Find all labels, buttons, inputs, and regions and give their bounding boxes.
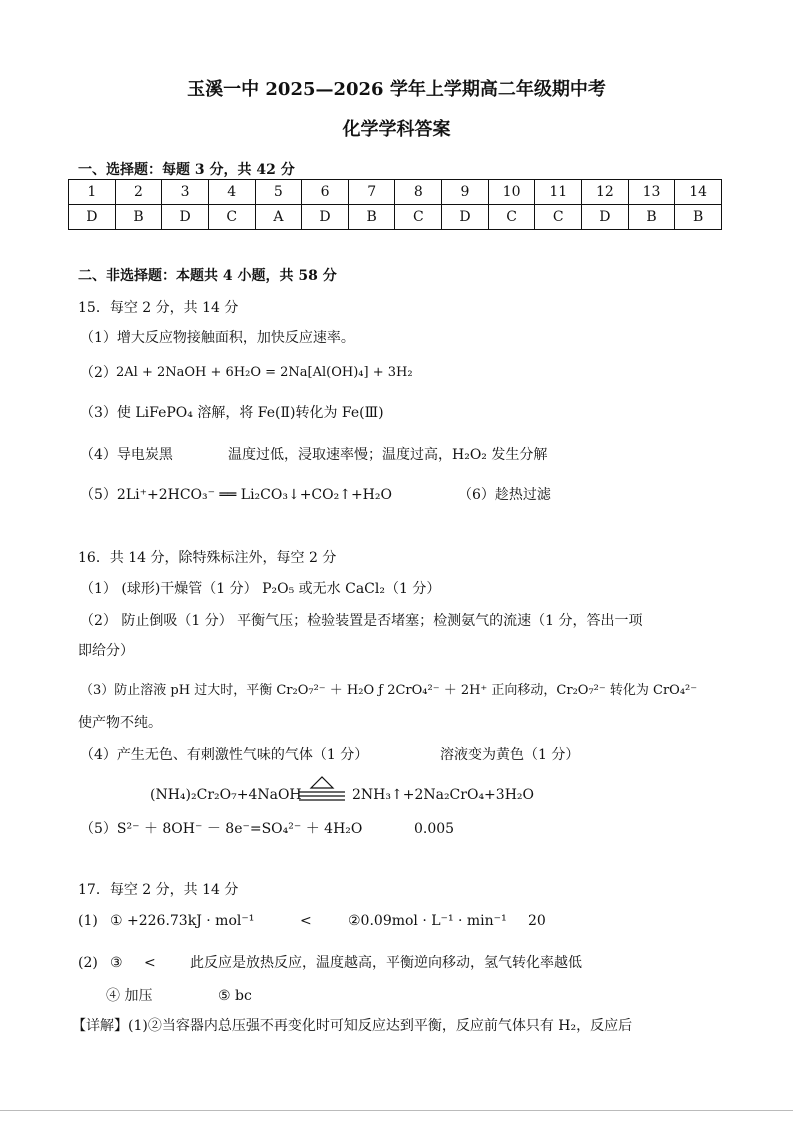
answer-cell: A xyxy=(255,205,302,230)
question-number-cell: 5 xyxy=(255,180,302,205)
answer-cell: D xyxy=(162,205,209,230)
question-number-cell: 14 xyxy=(675,180,722,205)
q15-answer-4-part2: 温度过低，浸取速率慢；温度过高，H₂O₂ 发生分解 xyxy=(228,447,548,463)
answer-cell: C xyxy=(488,205,535,230)
document-subtitle: 化学学科答案 xyxy=(342,119,451,140)
question-number-cell: 6 xyxy=(302,180,349,205)
heat-equals-sign-icon xyxy=(297,776,347,802)
document-title: 玉溪一中 2025—2026 学年上学期高二年级期中考 xyxy=(187,79,606,100)
q17-part2-label: (2) xyxy=(78,955,98,971)
question-number-cell: 4 xyxy=(208,180,255,205)
answer-cell: D xyxy=(69,205,116,230)
page-bottom-divider xyxy=(0,1110,793,1111)
q17-answer-3: ③ xyxy=(110,955,123,971)
question-number-cell: 1 xyxy=(69,180,116,205)
q17-answer-4: ④ 加压 xyxy=(106,988,153,1004)
question-number-cell: 10 xyxy=(488,180,535,205)
question-number-cell: 9 xyxy=(442,180,489,205)
question-number-cell: 13 xyxy=(628,180,675,205)
q17-answer-1: ① +226.73kJ · mol⁻¹ xyxy=(110,913,255,929)
q16-answer-1: （1） (球形)干燥管（1 分） P₂O₅ 或无水 CaCl₂（1 分） xyxy=(80,581,441,597)
q16-answer-3-line1: （3）防止溶液 pH 过大时，平衡 Cr₂O₇²⁻ ＋ H₂O ƒ 2CrO₄²⁻ ＋ 2H⁺ 正向移动，Cr₂O₇²⁻ 转化为 CrO₄²⁻ xyxy=(80,683,698,698)
question-number-row xyxy=(69,180,722,205)
q16-answer-5-equation: （5）S²⁻ ＋ 8OH⁻ － 8e⁻=SO₄²⁻ ＋ 4H₂O xyxy=(80,821,363,837)
q16-answer-4-equation-left: (NH₄)₂Cr₂O₇+4NaOH xyxy=(150,787,302,803)
question-number-cell: 7 xyxy=(348,180,395,205)
q17-answer-1-compare: < xyxy=(300,913,312,929)
q16-answer-2-line2: 即给分） xyxy=(78,643,134,659)
question-number-cell: 8 xyxy=(395,180,442,205)
q15-answer-2-label: （2） xyxy=(80,365,117,381)
section-2-heading: 二、非选择题：本题共 4 小题，共 58 分 xyxy=(78,268,337,284)
q17-part1-label: (1) xyxy=(78,913,98,929)
q17-answer-3-compare: < xyxy=(144,955,156,971)
q16-heading: 16．共 14 分，除特殊标注外，每空 2 分 xyxy=(78,550,337,566)
answer-row xyxy=(69,205,722,230)
answer-cell: C xyxy=(395,205,442,230)
answer-cell: B xyxy=(348,205,395,230)
q15-answer-2-equation: 2Al + 2NaOH + 6H₂O = 2Na[Al(OH)₄] + 3H₂ xyxy=(116,365,413,380)
question-number-cell: 12 xyxy=(582,180,629,205)
q15-answer-4-part1: （4）导电炭黑 xyxy=(80,447,173,463)
question-number-cell: 11 xyxy=(535,180,582,205)
q16-answer-4-part1: （4）产生无色、有刺激性气味的气体（1 分） xyxy=(80,747,369,763)
q16-answer-4-equation-right: 2NH₃↑+2Na₂CrO₄+3H₂O xyxy=(352,787,534,803)
q16-answer-3-line2: 使产物不纯。 xyxy=(78,715,162,731)
answer-cell: D xyxy=(582,205,629,230)
answer-cell: C xyxy=(535,205,582,230)
q16-answer-2-line1: （2） 防止倒吸（1 分） 平衡气压；检验装置是否堵塞；检测氨气的流速（1 分，答出一项 xyxy=(80,613,643,629)
answer-cell: B xyxy=(675,205,722,230)
q15-heading: 15．每空 2 分，共 14 分 xyxy=(78,300,239,316)
answer-cell: D xyxy=(442,205,489,230)
q16-answer-5-value: 0.005 xyxy=(414,821,455,837)
section-1-heading: 一、选择题：每题 3 分，共 42 分 xyxy=(78,162,295,178)
q15-answer-3: （3）使 LiFePO₄ 溶解，将 Fe(Ⅱ)转化为 Fe(Ⅲ) xyxy=(80,405,384,421)
q15-answer-5: （5）2Li⁺+2HCO₃⁻ ══ Li₂CO₃↓+CO₂↑+H₂O xyxy=(80,487,392,503)
q17-answer-2: ②0.09mol · L⁻¹ · min⁻¹ xyxy=(348,913,507,929)
q16-answer-4-part2: 溶液变为黄色（1 分） xyxy=(440,747,580,763)
answer-cell: D xyxy=(302,205,349,230)
q17-answer-3-reason: 此反应是放热反应，温度越高，平衡逆向移动，氢气转化率越低 xyxy=(190,955,582,971)
answer-cell: C xyxy=(208,205,255,230)
q17-detail: 【详解】(1)②当容器内总压强不再变化时可知反应达到平衡，反应前气体只有 H₂，反应后 xyxy=(72,1018,633,1034)
q17-heading: 17．每空 2 分，共 14 分 xyxy=(78,882,239,898)
question-number-cell: 3 xyxy=(162,180,209,205)
q17-answer-2-value: 20 xyxy=(528,913,546,929)
answer-cell: B xyxy=(115,205,162,230)
q17-answer-5: ⑤ bc xyxy=(218,988,252,1004)
answer-table xyxy=(68,179,722,230)
answer-cell: B xyxy=(628,205,675,230)
q15-answer-1: （1）增大反应物接触面积，加快反应速率。 xyxy=(80,330,355,346)
question-number-cell: 2 xyxy=(115,180,162,205)
q15-answer-6: （6）趁热过滤 xyxy=(458,487,551,503)
